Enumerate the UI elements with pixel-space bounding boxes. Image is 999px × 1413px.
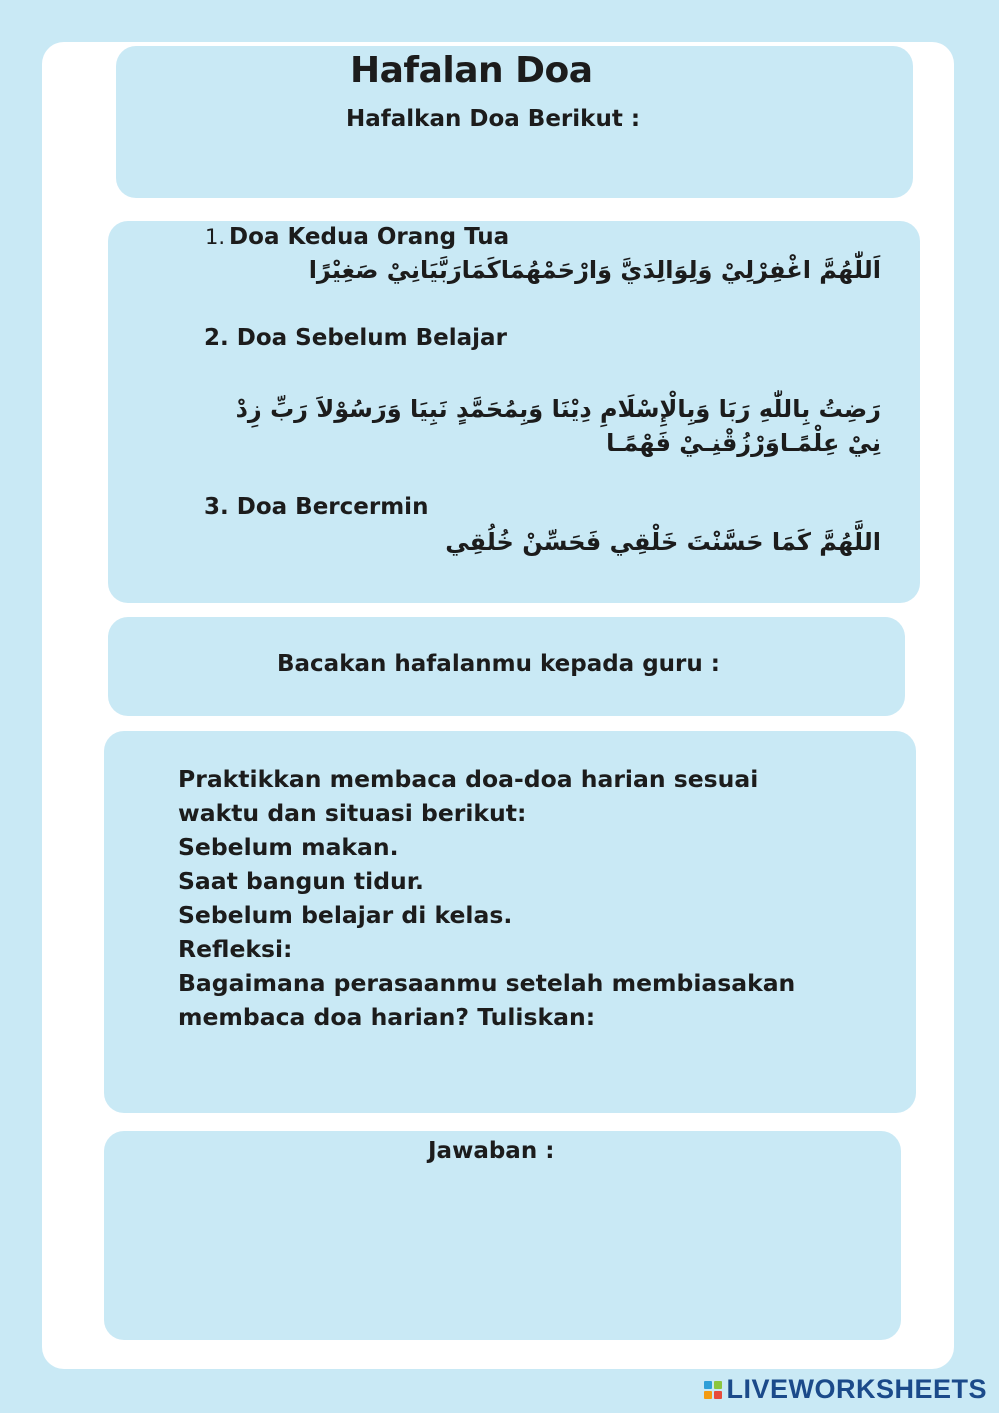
jawaban-label: Jawaban : bbox=[428, 1138, 555, 1164]
praktik-line: Bagaimana perasaanmu setelah membiasakan bbox=[178, 969, 796, 997]
liveworksheets-brand bbox=[704, 1374, 987, 1405]
praktik-instructions bbox=[178, 762, 878, 1034]
bacakan-instruction: Bacakan hafalanmu kepada guru : bbox=[277, 651, 720, 677]
praktik-line: Refleksi: bbox=[178, 935, 293, 963]
doa-1-arabic: اَللّٰهُمَّ اغْفِرْلِيْ وَلِوَالِدَيَّ وَارْحَمْهُمَاكَمَارَبَّيَانِيْ صَغِيْرًا bbox=[308, 256, 881, 284]
page-title: Hafalan Doa bbox=[350, 50, 593, 91]
logo-square bbox=[714, 1381, 722, 1389]
praktik-line: Saat bangun tidur. bbox=[178, 867, 424, 895]
praktik-line: waktu dan situasi berikut: bbox=[178, 799, 527, 827]
brand-name: LIVEWORKSHEETS bbox=[726, 1374, 987, 1404]
doa-1-title: Doa Kedua Orang Tua bbox=[229, 224, 510, 250]
praktik-line: membaca doa harian? Tuliskan: bbox=[178, 1003, 596, 1031]
logo-square bbox=[704, 1391, 712, 1399]
praktik-line: Sebelum belajar di kelas. bbox=[178, 901, 513, 929]
doa-1-heading bbox=[205, 224, 509, 250]
logo-square bbox=[714, 1391, 722, 1399]
doa-2-arabic: رَضِتُ بِاللّٰهِ رَبَا وَبِالْإِسْلَامِ دِيْنَا وَبِمُحَمَّدٍ نَبِيَا وَرَسُوْلاَ رَبِّ زِدْ نِيْ عِلْمًـاوَرْزُقْنِـيْ فَهْمًـا bbox=[235, 395, 881, 457]
liveworksheets-logo-icon bbox=[704, 1381, 722, 1399]
praktik-line: Sebelum makan. bbox=[178, 833, 399, 861]
doa-2-title: 2. Doa Sebelum Belajar bbox=[204, 325, 507, 351]
praktik-line: Praktikkan membaca doa-doa harian sesuai bbox=[178, 765, 759, 793]
doa-1-number: 1. bbox=[205, 225, 226, 249]
doa-3-arabic: اللَّهُمَّ كَمَا حَسَّنْتَ خَلْقِي فَحَسِّنْ خُلُقِي bbox=[445, 528, 881, 556]
page-subtitle: Hafalkan Doa Berikut : bbox=[346, 106, 641, 132]
logo-square bbox=[704, 1381, 712, 1389]
doa-3-title: 3. Doa Bercermin bbox=[204, 494, 429, 520]
